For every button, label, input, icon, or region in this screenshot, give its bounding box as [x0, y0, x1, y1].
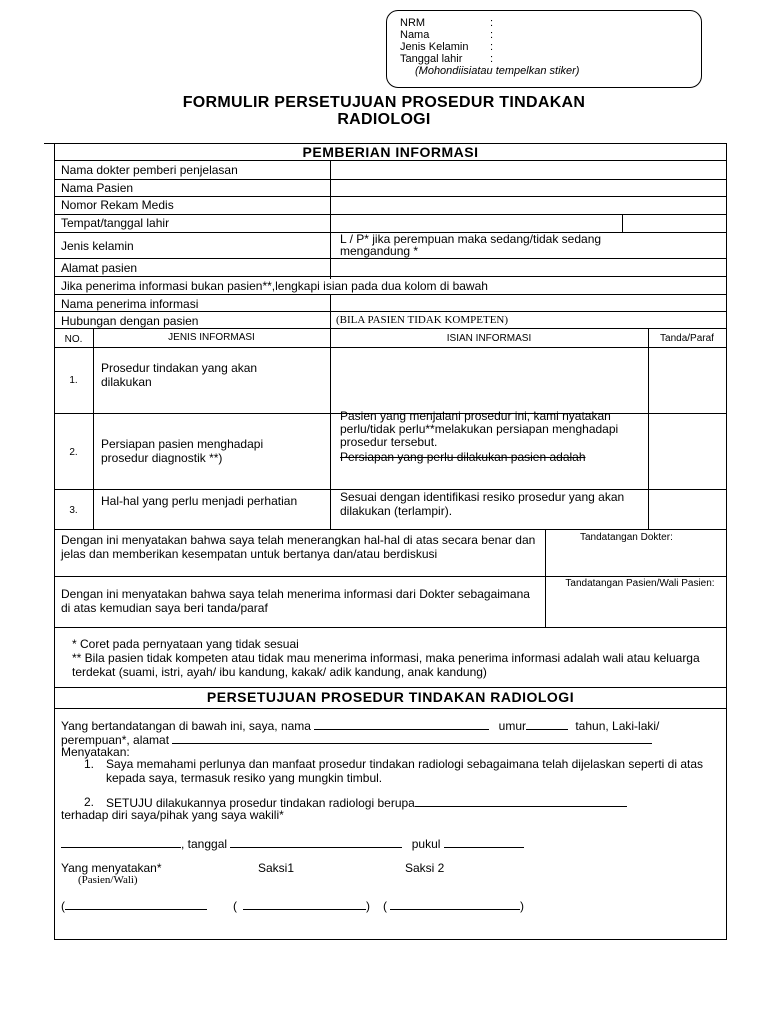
penerima-note: Jika penerima informasi bukan pasien**,lengkapi isian pada dua kolom di bawah	[61, 279, 488, 293]
consent-line2	[61, 732, 652, 747]
form-title-line2: RADIOLOGI	[337, 111, 431, 128]
point1-number: 1.	[84, 757, 95, 771]
row-label-nama-pasien: Nama Pasien	[61, 181, 134, 195]
sticker-colon: :	[490, 29, 494, 41]
pasien-wali-label: (Pasien/Wali)	[78, 874, 138, 886]
item-number: 2.	[69, 447, 78, 458]
date-line	[61, 836, 524, 851]
sticker-colon: :	[490, 53, 494, 65]
form-title-line1: FORMULIR PERSETUJUAN PROSEDUR TINDAKAN	[182, 94, 586, 111]
row-label-nama-penerima: Nama penerima informasi	[61, 297, 199, 311]
consent-umur-label: umur	[498, 719, 526, 733]
saksi2-label: Saksi 2	[405, 861, 445, 875]
alamat-blank[interactable]	[172, 732, 652, 744]
point2-text: SETUJU dilakukannya prosedur tindakan radiologi berupa	[106, 796, 415, 810]
pukul-label: pukul	[411, 837, 441, 851]
sticker-jenis-kelamin-label: Jenis Kelamin	[400, 41, 469, 53]
sticker-nama-label: Nama	[400, 29, 430, 41]
saksi1-label: Saksi1	[258, 861, 295, 875]
form-title	[0, 94, 768, 128]
sticker-note: (Mohondiisiatau tempelkan stiker)	[415, 65, 580, 77]
row-label-jenis-kelamin: Jenis kelamin	[61, 239, 134, 253]
col-header-tanda: Tanda/Paraf	[660, 333, 714, 344]
item-number: 1.	[69, 375, 78, 386]
point2-text-b: terhadap diri saya/pihak yang saya wakili*	[61, 808, 284, 822]
col-header-no: NO.	[64, 334, 83, 345]
item-isian-persiapan-struck: Persiapan yang perlu dilakukan pasien adalah	[340, 450, 586, 464]
paren-open: (	[383, 899, 387, 913]
col-header-jenis: JENIS INFORMASI	[168, 332, 255, 343]
signature-saksi1	[233, 898, 370, 913]
paren-close: )	[520, 899, 524, 913]
bila-pasien-note: (BILA PASIEN TIDAK KOMPETEN)	[336, 314, 509, 326]
row-label-hubungan: Hubungan dengan pasien	[61, 314, 199, 328]
prosedur-blank[interactable]	[415, 795, 627, 807]
statement-dokter: Dengan ini menyatakan bahwa saya telah menerangkan hal-hal di atas secara benar dan jelas dan memberikan kesempatan untuk bertanya dan/atau berdiskusi	[61, 533, 536, 561]
col-header-isian: ISIAN INFORMASI	[446, 333, 532, 344]
paren-open: (	[233, 899, 237, 913]
paren-close: )	[366, 899, 370, 913]
section-header-persetujuan: PERSETUJUAN PROSEDUR TINDAKAN RADIOLOGI	[206, 689, 575, 705]
consent-menyatakan: Menyatakan:	[61, 745, 130, 759]
ttd-dokter-label: Tandatangan Dokter:	[580, 532, 673, 543]
sticker-nrm-label: NRM	[400, 17, 426, 29]
umur-blank[interactable]	[526, 718, 568, 730]
signature-blank-saksi1[interactable]	[243, 898, 366, 910]
yang-menyatakan-label: Yang menyatakan*	[61, 861, 162, 875]
gender-pregnancy-text: L / P* jika perempuan maka sedang/tidak sedang mengandung *	[340, 232, 602, 258]
signature-blank-pasien[interactable]	[65, 898, 207, 910]
section-header-pemberian-informasi: PEMBERIAN INFORMASI	[302, 144, 479, 160]
signature-yang-menyatakan	[61, 898, 207, 913]
statement-pasien: Dengan ini menyatakan bahwa saya telah menerima informasi dari Dokter sebagaimana di atas kemudian saya beri tanda/paraf	[61, 587, 530, 615]
paren-open: (	[61, 899, 65, 913]
place-blank[interactable]	[61, 836, 181, 848]
row-label-nomor-rekam-medis: Nomor Rekam Medis	[61, 198, 174, 212]
item-number: 3.	[69, 505, 78, 516]
patient-sticker-box	[386, 10, 702, 88]
row-label-nama-dokter: Nama dokter pemberi penjelasan	[61, 163, 238, 177]
nama-blank[interactable]	[314, 718, 489, 730]
item-jenis-persiapan: Persiapan pasien menghadapi prosedur diagnostik **)	[101, 437, 264, 465]
sticker-colon: :	[490, 17, 494, 29]
sticker-colon: :	[490, 41, 494, 53]
row-label-alamat-pasien: Alamat pasien	[61, 261, 138, 275]
item-isian-perhatian: Sesuai dengan identifikasi resiko prosedur yang akan dilakukan (terlampir).	[340, 490, 625, 518]
signature-saksi2	[383, 898, 524, 913]
pukul-blank[interactable]	[444, 836, 524, 848]
consent-nama-label: Yang bertandatangan di bawah ini, saya, nama	[61, 719, 311, 733]
tanggal-label: , tanggal	[181, 837, 228, 851]
point1-text: Saya memahami perlunya dan manfaat prosedur tindakan radiologi sebagaimana telah dijelaskan seperti di atas kepada saya, termasuk resiko yang mungkin timbul.	[106, 757, 704, 785]
consent-gender-label: tahun, Laki-laki/	[575, 719, 660, 733]
tanggal-blank[interactable]	[230, 836, 402, 848]
sticker-tanggal-lahir-label: Tanggal lahir	[400, 53, 463, 65]
footnote-bila-pasien: ** Bila pasien tidak kompeten atau tidak mau menerima informasi, maka penerima informasi adalah wali atau keluarga terdekat (suami, istri, ayah/ ibu kandung, kakak/ adik kandung, anak kandung)	[72, 651, 700, 679]
item-jenis-perhatian: Hal-hal yang perlu menjadi perhatian	[101, 494, 298, 508]
consent-line1	[61, 718, 659, 733]
row-label-tempat-tanggal-lahir: Tempat/tanggal lahir	[61, 216, 170, 230]
consent-alamat-label: perempuan*, alamat	[61, 733, 170, 747]
item-isian-persiapan: Pasien yang menjalani prosedur ini, kami nyatakan perlu/tidak perlu**melakukan persiapan menghadapi prosedur tersebut.	[340, 409, 619, 449]
point2-number: 2.	[84, 795, 95, 809]
ttd-pasien-label: Tandatangan Pasien/Wali Pasien:	[565, 578, 715, 589]
footnote-coret: * Coret pada pernyataan yang tidak sesuai	[72, 637, 299, 651]
signature-blank-saksi2[interactable]	[390, 898, 520, 910]
item-jenis-prosedur: Prosedur tindakan yang akan dilakukan	[101, 361, 258, 389]
